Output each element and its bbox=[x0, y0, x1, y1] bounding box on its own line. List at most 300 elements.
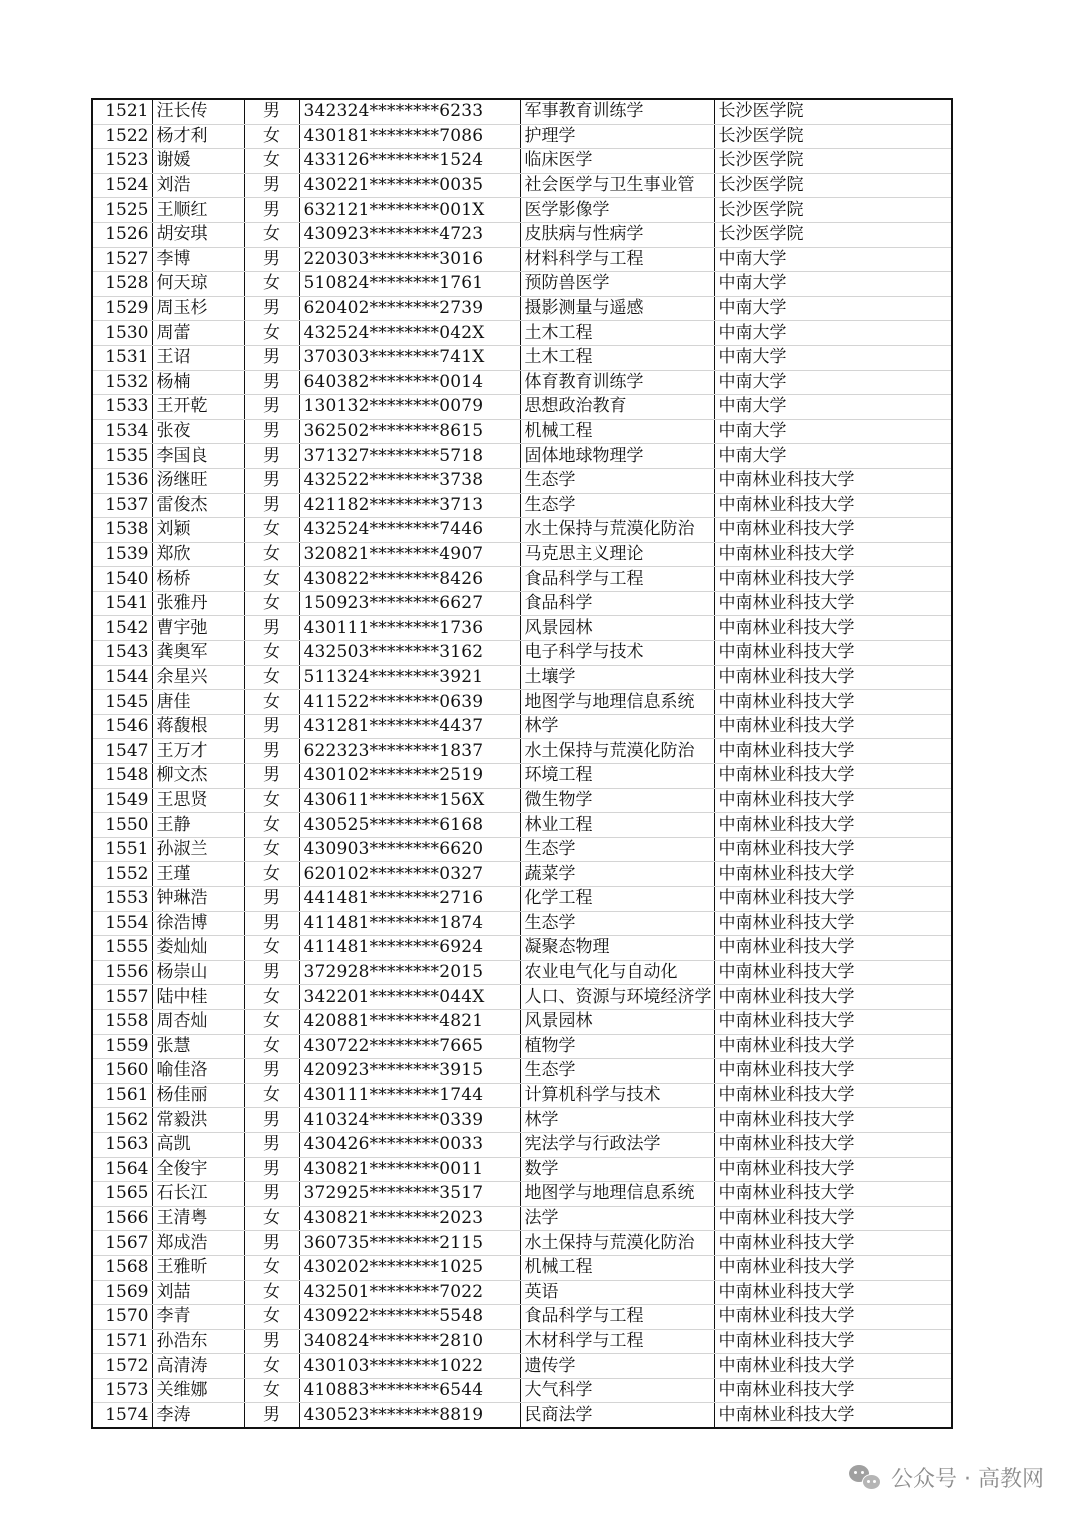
roster-table-body bbox=[92, 99, 952, 1428]
cell-university: 中南林业科技大学 bbox=[714, 542, 952, 567]
cell-gender: 女 bbox=[244, 272, 299, 297]
table-row bbox=[92, 370, 952, 395]
cell-gender: 女 bbox=[244, 542, 299, 567]
table-row bbox=[92, 714, 952, 739]
cell-gender: 女 bbox=[244, 149, 299, 174]
cell-gender: 女 bbox=[244, 1305, 299, 1330]
table-row bbox=[92, 690, 952, 715]
cell-record-number: 1535 bbox=[92, 444, 152, 469]
table-row bbox=[92, 591, 952, 616]
cell-major: 医学影像学 bbox=[520, 198, 714, 223]
cell-student-name: 张慧 bbox=[152, 1034, 244, 1059]
cell-university: 中南大学 bbox=[714, 345, 952, 370]
cell-gender: 男 bbox=[244, 616, 299, 641]
cell-university: 中南林业科技大学 bbox=[714, 911, 952, 936]
table-row bbox=[92, 887, 952, 912]
table-row bbox=[92, 1305, 952, 1330]
cell-record-number: 1551 bbox=[92, 837, 152, 862]
cell-record-number: 1548 bbox=[92, 764, 152, 789]
cell-record-number: 1527 bbox=[92, 247, 152, 272]
cell-student-name: 杨佳丽 bbox=[152, 1083, 244, 1108]
cell-student-name: 王雅昕 bbox=[152, 1255, 244, 1280]
table-row bbox=[92, 296, 952, 321]
cell-major: 英语 bbox=[520, 1280, 714, 1305]
cell-gender: 女 bbox=[244, 837, 299, 862]
cell-id-number: 430821********0011 bbox=[299, 1157, 520, 1182]
cell-major: 林业工程 bbox=[520, 813, 714, 838]
table-row bbox=[92, 419, 952, 444]
cell-id-number: 441481********2716 bbox=[299, 887, 520, 912]
cell-id-number: 430111********1736 bbox=[299, 616, 520, 641]
cell-record-number: 1566 bbox=[92, 1206, 152, 1231]
cell-university: 中南林业科技大学 bbox=[714, 1059, 952, 1084]
cell-id-number: 632121********001X bbox=[299, 198, 520, 223]
table-row bbox=[92, 272, 952, 297]
cell-major: 预防兽医学 bbox=[520, 272, 714, 297]
cell-university: 中南大学 bbox=[714, 296, 952, 321]
table-row bbox=[92, 149, 952, 174]
cell-student-name: 李青 bbox=[152, 1305, 244, 1330]
cell-record-number: 1560 bbox=[92, 1059, 152, 1084]
cell-major: 地图学与地理信息系统 bbox=[520, 690, 714, 715]
cell-gender: 男 bbox=[244, 370, 299, 395]
cell-record-number: 1526 bbox=[92, 222, 152, 247]
table-row bbox=[92, 616, 952, 641]
cell-record-number: 1571 bbox=[92, 1329, 152, 1354]
cell-id-number: 622323********1837 bbox=[299, 739, 520, 764]
cell-id-number: 430523********8819 bbox=[299, 1403, 520, 1428]
cell-record-number: 1531 bbox=[92, 345, 152, 370]
cell-student-name: 全俊宇 bbox=[152, 1157, 244, 1182]
cell-student-name: 石长江 bbox=[152, 1182, 244, 1207]
cell-gender: 女 bbox=[244, 567, 299, 592]
table-row bbox=[92, 1083, 952, 1108]
cell-student-name: 王静 bbox=[152, 813, 244, 838]
cell-major: 电子科学与技术 bbox=[520, 641, 714, 666]
cell-university: 中南林业科技大学 bbox=[714, 1378, 952, 1403]
cell-id-number: 430611********156X bbox=[299, 788, 520, 813]
cell-major: 生态学 bbox=[520, 911, 714, 936]
table-row bbox=[92, 198, 952, 223]
cell-university: 中南林业科技大学 bbox=[714, 591, 952, 616]
cell-record-number: 1565 bbox=[92, 1182, 152, 1207]
cell-student-name: 龚奥军 bbox=[152, 641, 244, 666]
table-row bbox=[92, 1231, 952, 1256]
cell-record-number: 1559 bbox=[92, 1034, 152, 1059]
cell-record-number: 1524 bbox=[92, 173, 152, 198]
cell-university: 中南大学 bbox=[714, 444, 952, 469]
cell-major: 林学 bbox=[520, 1108, 714, 1133]
table-row bbox=[92, 468, 952, 493]
cell-university: 长沙医学院 bbox=[714, 99, 952, 124]
cell-gender: 女 bbox=[244, 1280, 299, 1305]
cell-major: 社会医学与卫生事业管 bbox=[520, 173, 714, 198]
cell-gender: 男 bbox=[244, 1231, 299, 1256]
cell-major: 林学 bbox=[520, 714, 714, 739]
cell-record-number: 1561 bbox=[92, 1083, 152, 1108]
cell-id-number: 432522********3738 bbox=[299, 468, 520, 493]
cell-major: 水土保持与荒漠化防治 bbox=[520, 1231, 714, 1256]
cell-student-name: 高清涛 bbox=[152, 1354, 244, 1379]
cell-gender: 女 bbox=[244, 641, 299, 666]
table-row bbox=[92, 936, 952, 961]
cell-gender: 女 bbox=[244, 1354, 299, 1379]
cell-university: 中南林业科技大学 bbox=[714, 690, 952, 715]
cell-id-number: 511324********3921 bbox=[299, 665, 520, 690]
cell-university: 中南大学 bbox=[714, 321, 952, 346]
cell-major: 水土保持与荒漠化防治 bbox=[520, 518, 714, 543]
cell-id-number: 640382********0014 bbox=[299, 370, 520, 395]
wechat-icon bbox=[849, 1463, 881, 1491]
cell-gender: 男 bbox=[244, 1132, 299, 1157]
cell-university: 中南林业科技大学 bbox=[714, 837, 952, 862]
cell-university: 中南林业科技大学 bbox=[714, 493, 952, 518]
cell-university: 中南林业科技大学 bbox=[714, 1255, 952, 1280]
cell-record-number: 1572 bbox=[92, 1354, 152, 1379]
cell-university: 中南大学 bbox=[714, 247, 952, 272]
cell-major: 食品科学与工程 bbox=[520, 1305, 714, 1330]
table-row bbox=[92, 321, 952, 346]
cell-university: 中南林业科技大学 bbox=[714, 1157, 952, 1182]
cell-student-name: 杨楠 bbox=[152, 370, 244, 395]
table-row bbox=[92, 813, 952, 838]
cell-id-number: 430722********7665 bbox=[299, 1034, 520, 1059]
cell-gender: 男 bbox=[244, 395, 299, 420]
cell-student-name: 刘喆 bbox=[152, 1280, 244, 1305]
cell-id-number: 220303********3016 bbox=[299, 247, 520, 272]
cell-student-name: 李涛 bbox=[152, 1403, 244, 1428]
cell-student-name: 柳文杰 bbox=[152, 764, 244, 789]
cell-university: 中南林业科技大学 bbox=[714, 665, 952, 690]
cell-student-name: 陆中桂 bbox=[152, 985, 244, 1010]
cell-record-number: 1556 bbox=[92, 960, 152, 985]
cell-student-name: 杨桥 bbox=[152, 567, 244, 592]
cell-university: 中南林业科技大学 bbox=[714, 739, 952, 764]
table-row bbox=[92, 641, 952, 666]
cell-id-number: 620402********2739 bbox=[299, 296, 520, 321]
cell-major: 临床医学 bbox=[520, 149, 714, 174]
cell-gender: 男 bbox=[244, 1403, 299, 1428]
cell-record-number: 1521 bbox=[92, 99, 152, 124]
cell-university: 中南林业科技大学 bbox=[714, 1403, 952, 1428]
cell-id-number: 411522********0639 bbox=[299, 690, 520, 715]
table-row bbox=[92, 99, 952, 124]
cell-student-name: 常毅洪 bbox=[152, 1108, 244, 1133]
cell-university: 中南林业科技大学 bbox=[714, 960, 952, 985]
cell-student-name: 高凯 bbox=[152, 1132, 244, 1157]
cell-university: 中南大学 bbox=[714, 395, 952, 420]
cell-id-number: 342324********6233 bbox=[299, 99, 520, 124]
cell-university: 中南大学 bbox=[714, 370, 952, 395]
cell-record-number: 1553 bbox=[92, 887, 152, 912]
cell-major: 生态学 bbox=[520, 493, 714, 518]
cell-id-number: 430181********7086 bbox=[299, 124, 520, 149]
table-row bbox=[92, 518, 952, 543]
cell-id-number: 430221********0035 bbox=[299, 173, 520, 198]
cell-major: 食品科学与工程 bbox=[520, 567, 714, 592]
cell-student-name: 雷俊杰 bbox=[152, 493, 244, 518]
cell-major: 水土保持与荒漠化防治 bbox=[520, 739, 714, 764]
table-row bbox=[92, 1206, 952, 1231]
cell-gender: 男 bbox=[244, 444, 299, 469]
cell-university: 长沙医学院 bbox=[714, 149, 952, 174]
cell-gender: 女 bbox=[244, 936, 299, 961]
cell-gender: 女 bbox=[244, 1255, 299, 1280]
cell-record-number: 1543 bbox=[92, 641, 152, 666]
cell-gender: 男 bbox=[244, 764, 299, 789]
cell-gender: 男 bbox=[244, 173, 299, 198]
cell-student-name: 关维娜 bbox=[152, 1378, 244, 1403]
cell-major: 凝聚态物理 bbox=[520, 936, 714, 961]
cell-gender: 男 bbox=[244, 198, 299, 223]
table-row bbox=[92, 1108, 952, 1133]
cell-record-number: 1533 bbox=[92, 395, 152, 420]
table-row bbox=[92, 837, 952, 862]
cell-university: 中南林业科技大学 bbox=[714, 468, 952, 493]
cell-university: 长沙医学院 bbox=[714, 222, 952, 247]
cell-record-number: 1530 bbox=[92, 321, 152, 346]
cell-record-number: 1558 bbox=[92, 1009, 152, 1034]
cell-gender: 女 bbox=[244, 124, 299, 149]
cell-major: 机械工程 bbox=[520, 1255, 714, 1280]
cell-id-number: 430525********6168 bbox=[299, 813, 520, 838]
table-row bbox=[92, 960, 952, 985]
cell-gender: 女 bbox=[244, 665, 299, 690]
table-row bbox=[92, 911, 952, 936]
table-row bbox=[92, 1255, 952, 1280]
cell-major: 马克思主义理论 bbox=[520, 542, 714, 567]
cell-id-number: 370303********741X bbox=[299, 345, 520, 370]
cell-record-number: 1537 bbox=[92, 493, 152, 518]
cell-major: 人口、资源与环境经济学 bbox=[520, 985, 714, 1010]
cell-major: 地图学与地理信息系统 bbox=[520, 1182, 714, 1207]
cell-student-name: 杨崇山 bbox=[152, 960, 244, 985]
cell-student-name: 钟琳浩 bbox=[152, 887, 244, 912]
cell-university: 中南林业科技大学 bbox=[714, 641, 952, 666]
cell-id-number: 420923********3915 bbox=[299, 1059, 520, 1084]
cell-major: 摄影测量与遥感 bbox=[520, 296, 714, 321]
cell-id-number: 371327********5718 bbox=[299, 444, 520, 469]
table-row bbox=[92, 1034, 952, 1059]
cell-university: 中南林业科技大学 bbox=[714, 985, 952, 1010]
table-row bbox=[92, 1354, 952, 1379]
table-row bbox=[92, 173, 952, 198]
cell-id-number: 620102********0327 bbox=[299, 862, 520, 887]
table-row bbox=[92, 124, 952, 149]
cell-major: 体育教育训练学 bbox=[520, 370, 714, 395]
table-row bbox=[92, 1009, 952, 1034]
cell-id-number: 432501********7022 bbox=[299, 1280, 520, 1305]
table-row bbox=[92, 1329, 952, 1354]
cell-record-number: 1563 bbox=[92, 1132, 152, 1157]
cell-university: 中南林业科技大学 bbox=[714, 788, 952, 813]
cell-student-name: 谢媛 bbox=[152, 149, 244, 174]
cell-student-name: 郑成浩 bbox=[152, 1231, 244, 1256]
cell-record-number: 1573 bbox=[92, 1378, 152, 1403]
cell-gender: 女 bbox=[244, 813, 299, 838]
cell-record-number: 1570 bbox=[92, 1305, 152, 1330]
cell-gender: 男 bbox=[244, 1059, 299, 1084]
cell-major: 风景园林 bbox=[520, 1009, 714, 1034]
table-row bbox=[92, 542, 952, 567]
cell-university: 中南大学 bbox=[714, 419, 952, 444]
cell-gender: 女 bbox=[244, 862, 299, 887]
cell-major: 民商法学 bbox=[520, 1403, 714, 1428]
cell-university: 中南大学 bbox=[714, 272, 952, 297]
cell-student-name: 徐浩博 bbox=[152, 911, 244, 936]
cell-gender: 男 bbox=[244, 1329, 299, 1354]
cell-major: 数学 bbox=[520, 1157, 714, 1182]
cell-record-number: 1568 bbox=[92, 1255, 152, 1280]
cell-id-number: 432524********042X bbox=[299, 321, 520, 346]
cell-record-number: 1564 bbox=[92, 1157, 152, 1182]
cell-gender: 男 bbox=[244, 296, 299, 321]
cell-gender: 男 bbox=[244, 911, 299, 936]
cell-major: 蔬菜学 bbox=[520, 862, 714, 887]
cell-record-number: 1546 bbox=[92, 714, 152, 739]
cell-major: 机械工程 bbox=[520, 419, 714, 444]
cell-university: 中南林业科技大学 bbox=[714, 616, 952, 641]
cell-gender: 男 bbox=[244, 960, 299, 985]
cell-student-name: 李博 bbox=[152, 247, 244, 272]
cell-gender: 男 bbox=[244, 1182, 299, 1207]
table-row bbox=[92, 1157, 952, 1182]
cell-major: 计算机科学与技术 bbox=[520, 1083, 714, 1108]
cell-university: 中南林业科技大学 bbox=[714, 764, 952, 789]
cell-major: 微生物学 bbox=[520, 788, 714, 813]
cell-record-number: 1539 bbox=[92, 542, 152, 567]
cell-major: 木材科学与工程 bbox=[520, 1329, 714, 1354]
cell-university: 长沙医学院 bbox=[714, 124, 952, 149]
cell-student-name: 曹宇弛 bbox=[152, 616, 244, 641]
cell-major: 环境工程 bbox=[520, 764, 714, 789]
cell-record-number: 1549 bbox=[92, 788, 152, 813]
cell-gender: 女 bbox=[244, 788, 299, 813]
cell-student-name: 刘浩 bbox=[152, 173, 244, 198]
cell-record-number: 1545 bbox=[92, 690, 152, 715]
table-row bbox=[92, 444, 952, 469]
cell-id-number: 372925********3517 bbox=[299, 1182, 520, 1207]
cell-gender: 女 bbox=[244, 985, 299, 1010]
cell-university: 中南林业科技大学 bbox=[714, 1132, 952, 1157]
cell-gender: 女 bbox=[244, 222, 299, 247]
cell-student-name: 李国良 bbox=[152, 444, 244, 469]
cell-student-name: 余星兴 bbox=[152, 665, 244, 690]
table-row bbox=[92, 1059, 952, 1084]
cell-major: 思想政治教育 bbox=[520, 395, 714, 420]
cell-gender: 女 bbox=[244, 1009, 299, 1034]
cell-gender: 女 bbox=[244, 690, 299, 715]
cell-major: 大气科学 bbox=[520, 1378, 714, 1403]
cell-major: 材料科学与工程 bbox=[520, 247, 714, 272]
cell-university: 中南林业科技大学 bbox=[714, 1108, 952, 1133]
cell-major: 生态学 bbox=[520, 1059, 714, 1084]
table-row bbox=[92, 985, 952, 1010]
cell-student-name: 孙浩东 bbox=[152, 1329, 244, 1354]
cell-gender: 男 bbox=[244, 1157, 299, 1182]
cell-major: 化学工程 bbox=[520, 887, 714, 912]
cell-student-name: 王万才 bbox=[152, 739, 244, 764]
cell-record-number: 1534 bbox=[92, 419, 152, 444]
cell-student-name: 汤继旺 bbox=[152, 468, 244, 493]
cell-id-number: 510824********1761 bbox=[299, 272, 520, 297]
cell-gender: 男 bbox=[244, 493, 299, 518]
cell-major: 土木工程 bbox=[520, 345, 714, 370]
cell-major: 皮肤病与性病学 bbox=[520, 222, 714, 247]
cell-university: 中南林业科技大学 bbox=[714, 518, 952, 543]
cell-id-number: 430111********1744 bbox=[299, 1083, 520, 1108]
table-row bbox=[92, 345, 952, 370]
cell-record-number: 1522 bbox=[92, 124, 152, 149]
cell-university: 中南林业科技大学 bbox=[714, 1329, 952, 1354]
cell-gender: 男 bbox=[244, 887, 299, 912]
cell-major: 食品科学 bbox=[520, 591, 714, 616]
cell-id-number: 430903********6620 bbox=[299, 837, 520, 862]
cell-record-number: 1562 bbox=[92, 1108, 152, 1133]
cell-major: 植物学 bbox=[520, 1034, 714, 1059]
cell-record-number: 1569 bbox=[92, 1280, 152, 1305]
cell-university: 长沙医学院 bbox=[714, 173, 952, 198]
cell-student-name: 王思贤 bbox=[152, 788, 244, 813]
watermark bbox=[849, 1457, 1044, 1497]
cell-student-name: 喻佳洛 bbox=[152, 1059, 244, 1084]
cell-gender: 女 bbox=[244, 591, 299, 616]
cell-student-name: 刘颖 bbox=[152, 518, 244, 543]
cell-university: 中南林业科技大学 bbox=[714, 567, 952, 592]
cell-major: 农业电气化与自动化 bbox=[520, 960, 714, 985]
cell-university: 中南林业科技大学 bbox=[714, 1354, 952, 1379]
cell-gender: 男 bbox=[244, 345, 299, 370]
cell-major: 军事教育训练学 bbox=[520, 99, 714, 124]
table-row bbox=[92, 567, 952, 592]
cell-id-number: 411481********1874 bbox=[299, 911, 520, 936]
cell-record-number: 1574 bbox=[92, 1403, 152, 1428]
table-row bbox=[92, 1132, 952, 1157]
cell-student-name: 孙淑兰 bbox=[152, 837, 244, 862]
cell-gender: 男 bbox=[244, 247, 299, 272]
cell-record-number: 1540 bbox=[92, 567, 152, 592]
cell-id-number: 320821********4907 bbox=[299, 542, 520, 567]
cell-student-name: 周蕾 bbox=[152, 321, 244, 346]
cell-major: 法学 bbox=[520, 1206, 714, 1231]
cell-student-name: 郑欣 bbox=[152, 542, 244, 567]
cell-student-name: 蒋馥根 bbox=[152, 714, 244, 739]
table-row bbox=[92, 1182, 952, 1207]
cell-id-number: 430922********5548 bbox=[299, 1305, 520, 1330]
cell-id-number: 430923********4723 bbox=[299, 222, 520, 247]
cell-record-number: 1542 bbox=[92, 616, 152, 641]
cell-id-number: 433126********1524 bbox=[299, 149, 520, 174]
table-row bbox=[92, 222, 952, 247]
cell-id-number: 342201********044X bbox=[299, 985, 520, 1010]
cell-record-number: 1541 bbox=[92, 591, 152, 616]
cell-id-number: 431281********4437 bbox=[299, 714, 520, 739]
cell-major: 风景园林 bbox=[520, 616, 714, 641]
cell-major: 遗传学 bbox=[520, 1354, 714, 1379]
cell-student-name: 王顺红 bbox=[152, 198, 244, 223]
cell-student-name: 周玉杉 bbox=[152, 296, 244, 321]
cell-record-number: 1557 bbox=[92, 985, 152, 1010]
cell-university: 中南林业科技大学 bbox=[714, 1280, 952, 1305]
cell-record-number: 1525 bbox=[92, 198, 152, 223]
cell-id-number: 362502********8615 bbox=[299, 419, 520, 444]
cell-id-number: 372928********2015 bbox=[299, 960, 520, 985]
cell-id-number: 420881********4821 bbox=[299, 1009, 520, 1034]
cell-student-name: 周杏灿 bbox=[152, 1009, 244, 1034]
cell-university: 中南林业科技大学 bbox=[714, 936, 952, 961]
cell-student-name: 王开乾 bbox=[152, 395, 244, 420]
cell-id-number: 410883********6544 bbox=[299, 1378, 520, 1403]
